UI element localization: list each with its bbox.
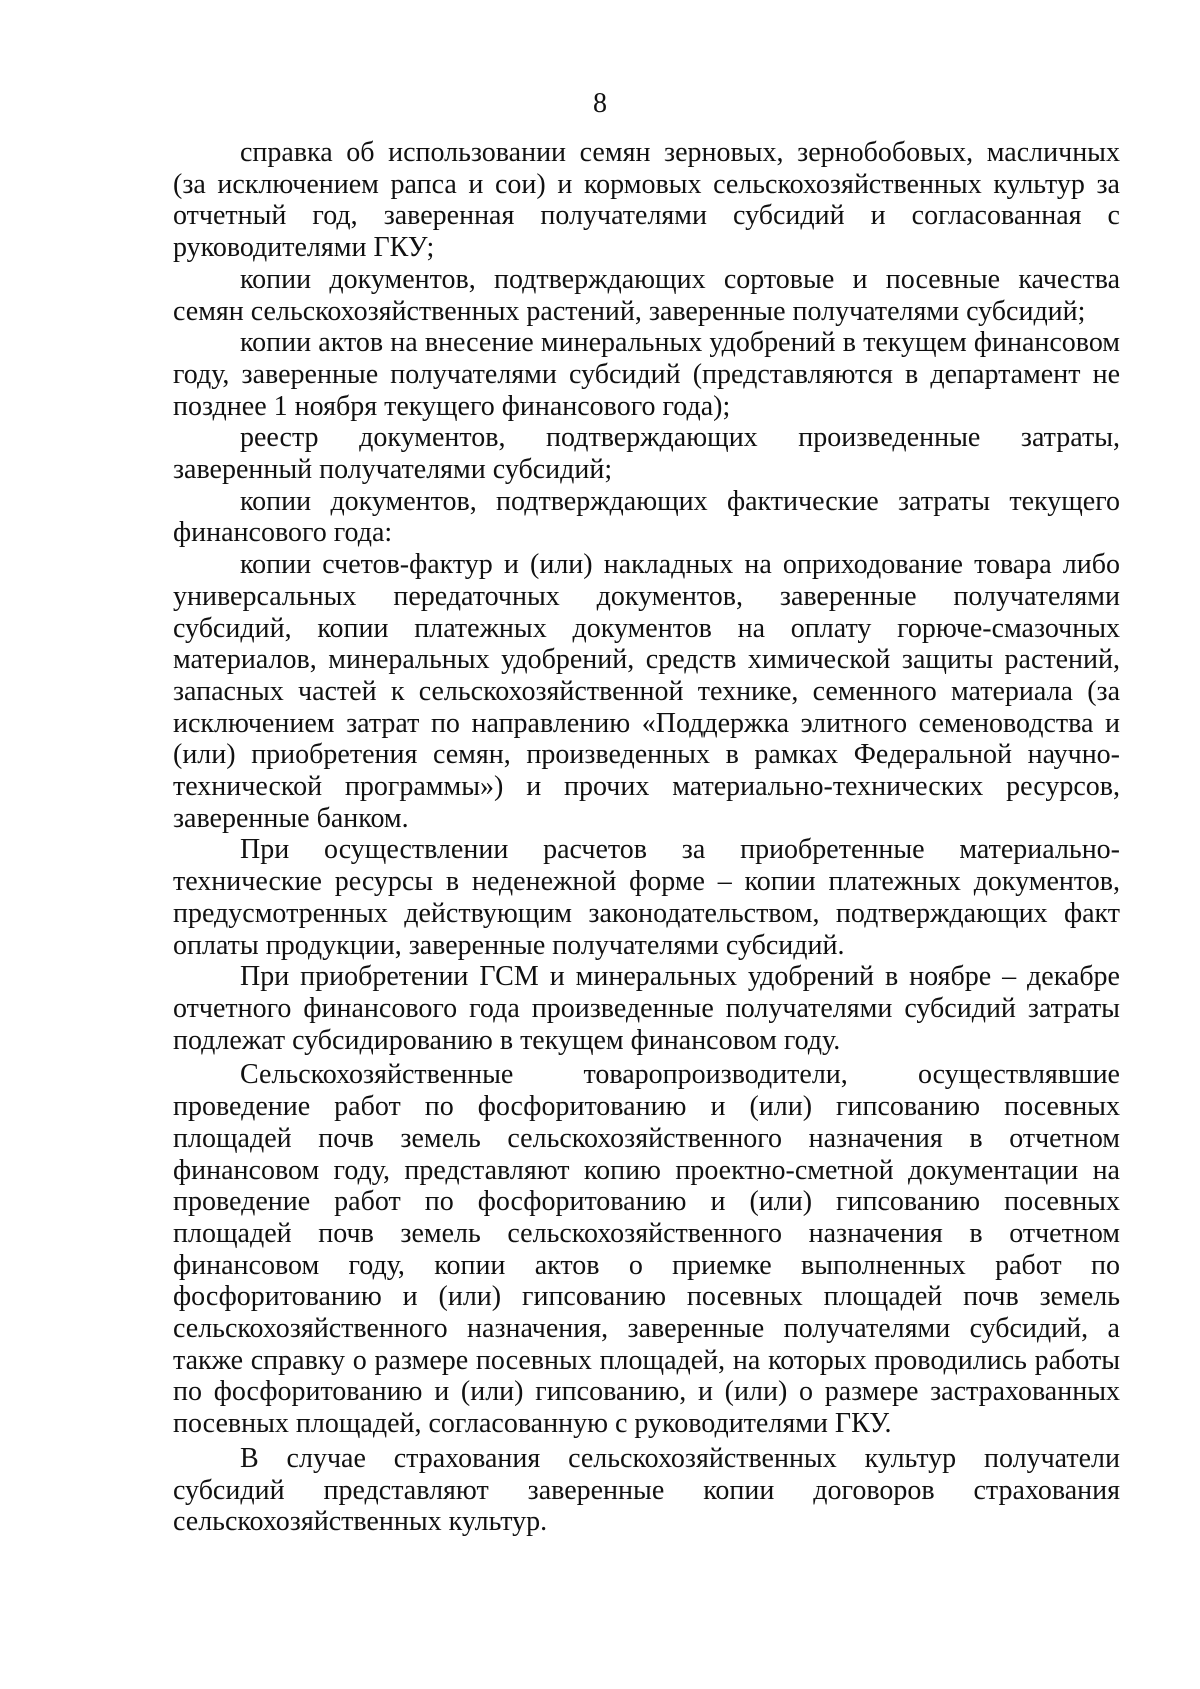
paragraph-fuel-fertilizer-purchase: При приобретении ГСМ и минеральных удобрений в ноябре – декабре отчетного финансового года произведенные получателями субсидий затраты подлежат субсидированию в текущем финансовом году. bbox=[173, 961, 1120, 1056]
paragraph-actual-costs-documents: копии документов, подтверждающих фактические затраты текущего финансового года: bbox=[173, 485, 1120, 549]
paragraph-crop-insurance: В случае страхования сельскохозяйственных культур получатели субсидий представляют заверенные копии договоров страхования сельскохозяйственных культур. bbox=[173, 1442, 1120, 1538]
paragraph-non-cash-settlements: При осуществлении расчетов за приобретенные материально-технические ресурсы в неденежной форме – копии платежных документов, предусмотренных действующим законодательством, подтверждающих факт оплаты продукции, заверенные получателями субсидий. bbox=[173, 834, 1120, 961]
paragraph-seed-usage-certificate: справка об использовании семян зерновых, зернобобовых, масличных (за исключением рапса и сои) и кормовых сельскохозяйственных культур за отчетный год, заверенная получателями субсидий и согласованная с руководителями ГКУ; bbox=[173, 137, 1120, 264]
paragraph-fertilizer-acts: копии актов на внесение минеральных удобрений в текущем финансовом году, заверенные получателями субсидий (представляются в департамент не позднее 1 ноября текущего финансового года); bbox=[173, 327, 1120, 422]
paragraph-invoices-and-payments: копии счетов-фактур и (или) накладных на оприходование товара либо универсальных передаточных документов, заверенные получателями субсидий, копии платежных документов на оплату горюче-смазочных материалов, минеральных удобрений, средств химической защиты растений, запасных частей к сельскохозяйственной технике, семенного материала (за исключением затрат по направлению «Поддержка элитного семеноводства и (или) приобретения семян, произведенных в рамках Федеральной научно-технической программы») и прочих материально-технических ресурсов, заверенные банком. bbox=[173, 549, 1120, 834]
paragraph-phosphoritization-gypsum: Сельскохозяйственные товаропроизводители, осуществлявшие проведение работ по фосфоритованию и (или) гипсованию посевных площадей почв земель сельскохозяйственного назначения в отчетном финансовом году, представляют копию проектно-сметной документации на проведение работ по фосфоритованию и (или) гипсованию посевных площадей почв земель сельскохозяйственного назначения в отчетном финансовом году, копии актов о приемке выполненных работ по фосфоритованию и (или) гипсованию посевных площадей почв земель сельскохозяйственного назначения, заверенные получателями субсидий, а также справку о размере посевных площадей, на которых проводились работы по фосфоритованию и (или) гипсованию, и (или) о размере застрахованных посевных площадей, согласованную с руководителями ГКУ. bbox=[173, 1059, 1120, 1440]
document-body bbox=[173, 137, 1120, 1538]
paragraph-seed-quality-documents: копии документов, подтверждающих сортовые и посевные качества семян сельскохозяйственных растений, заверенные получателями субсидий; bbox=[173, 263, 1120, 327]
paragraph-cost-register: реестр документов, подтверждающих произведенные затраты, заверенный получателями субсидий; bbox=[173, 422, 1120, 486]
page-number: 8 bbox=[593, 88, 607, 119]
